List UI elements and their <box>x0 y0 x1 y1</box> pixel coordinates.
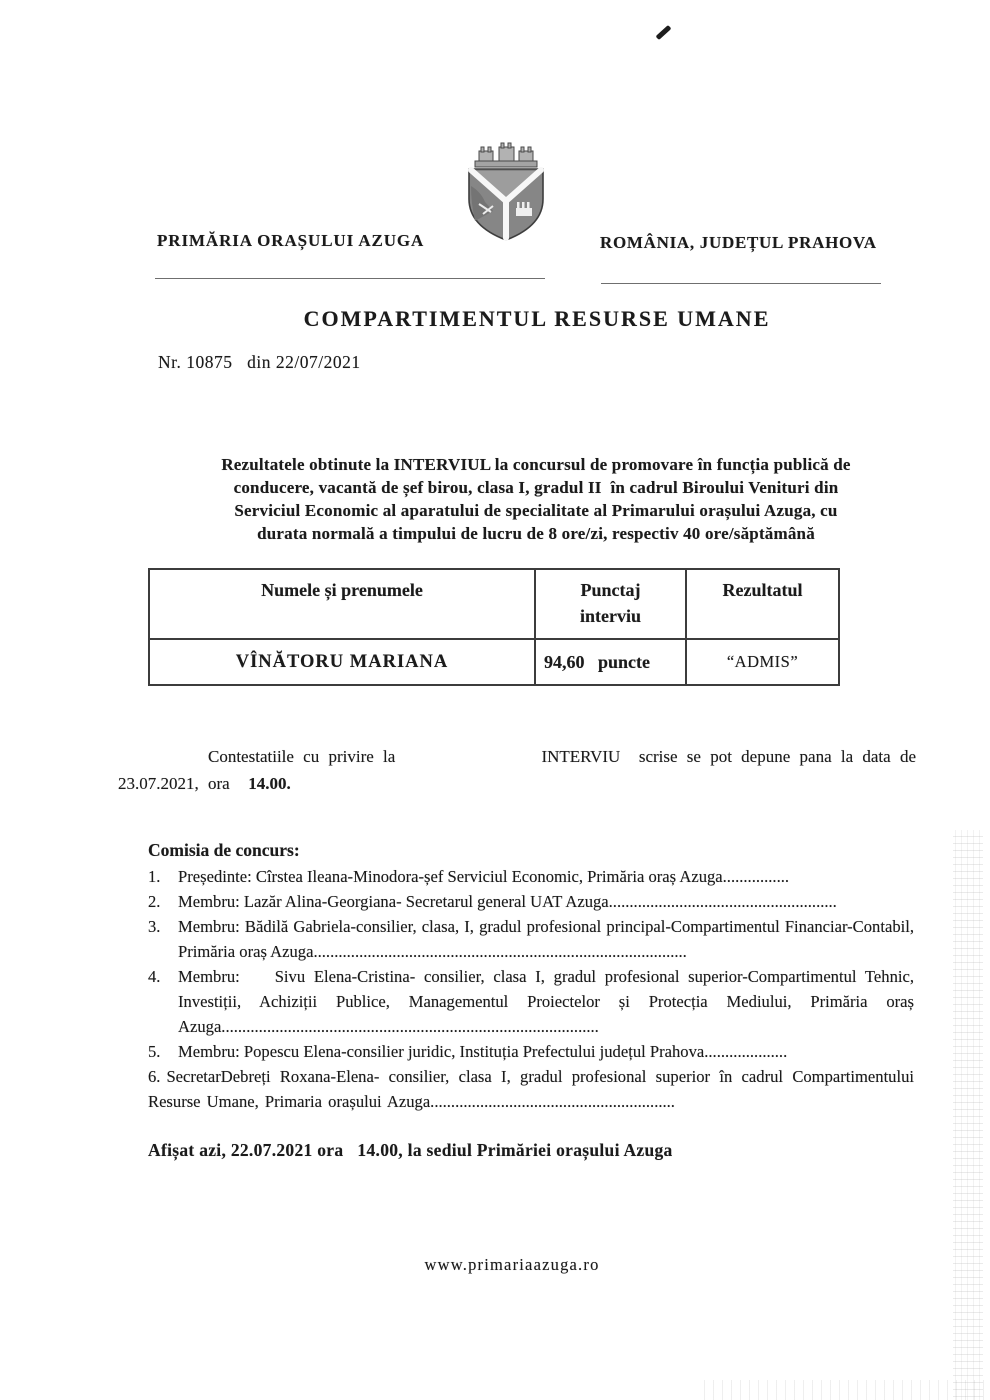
table-header-row <box>150 570 838 640</box>
committee-item-2: 2. Membru: Lazăr Alina-Georgiana- Secretarul general UAT Azuga....................................................... <box>148 892 837 911</box>
column-header-name: Numele și prenumele <box>261 580 423 600</box>
intro-line-2: conducere, vacantă de șef birou, clasa I, gradul II în cadrul Biroului Venituri din <box>233 478 839 497</box>
intro-line-4: durata normală a timpului de lucru de 8 ore/zi, respectiv 40 ore/săptămână <box>257 524 815 543</box>
cell-score: 94,60 puncte <box>534 640 687 684</box>
committee-item-5: 5. Membru: Popescu Elena-consilier juridic, Instituția Prefectului județul Prahova.................... <box>148 1042 788 1061</box>
intro-paragraph <box>150 453 922 545</box>
committee-item-6: 6. SecretarDebreți Roxana-Elena- consilier, clasa I, gradul profesional superior în cadrul Compartimentului Resurse Umane, Primaria orașului Azuga........................................................... <box>148 1067 914 1111</box>
contestation-paragraph <box>118 743 916 797</box>
coat-of-arms-logo <box>461 142 551 244</box>
website-url: www.primariaazuga.ro <box>424 1255 600 1274</box>
committee-item-1: 1. Președinte: Cîrstea Ileana-Minodora-șef Serviciul Economic, Primăria oraș Azuga................ <box>148 867 790 886</box>
contestation-line-2: 23.07.2021, ora 14.00. <box>118 774 291 793</box>
committee-item-3: 3. Membru: Bădilă Gabriela-consilier, clasa, I, gradul profesional principal-Compartimentul Financiar-Contabil, Primăria oraș Azuga.......................................................................................... <box>148 917 914 961</box>
scan-artifact-dash <box>656 25 672 40</box>
posted-date-line: Afișat azi, 22.07.2021 ora 14.00, la sediul Primăriei orașului Azuga <box>148 1140 673 1160</box>
contestation-line-1: Contestatiile cu privire la INTERVIU scrise se pot depune pana la data de <box>208 747 916 766</box>
cell-candidate-name: VÎNĂTORU MARIANA <box>235 651 449 672</box>
contestation-deadline-time: 14.00. <box>248 774 291 793</box>
cell-result: “ADMIS” <box>726 652 799 671</box>
committee-heading: Comisia de concurs: <box>148 840 300 860</box>
column-header-result: Rezultatul <box>722 580 803 600</box>
column-header-score: Punctaj interviu <box>534 570 687 638</box>
committee-item-4: 4. Membru: Sivu Elena-Cristina- consilier, clasa I, gradul profesional superior-Compartimentul Tehnic, Investiții, Achiziții Publice, Managementul Proiectelor și Protecția Mediului, Primăria oraș Azuga........................................................................................... <box>148 967 914 1036</box>
intro-line-1: Rezultatele obtinute la INTERVIUL la concursul de promovare în funcția publică de <box>221 455 851 474</box>
page-title: COMPARTIMENTUL RESURSE UMANE <box>303 306 771 331</box>
scan-artifact-bottom-edge <box>700 1380 990 1400</box>
org-name-left: PRIMĂRIA ORAȘULUI AZUGA <box>157 231 425 250</box>
header-rule-left <box>155 278 545 279</box>
intro-line-3: Serviciul Economic al aparatului de specialitate al Primarului orașului Azuga, cu <box>234 501 838 520</box>
header-rule-right <box>601 283 881 284</box>
results-table <box>148 568 840 686</box>
table-row <box>150 640 838 684</box>
document-number: Nr. 10875 din 22/07/2021 <box>158 352 361 372</box>
committee-list <box>148 864 914 1114</box>
org-name-right: ROMÂNIA, JUDEȚUL PRAHOVA <box>600 233 877 252</box>
scan-artifact-right-edge <box>953 830 983 1400</box>
